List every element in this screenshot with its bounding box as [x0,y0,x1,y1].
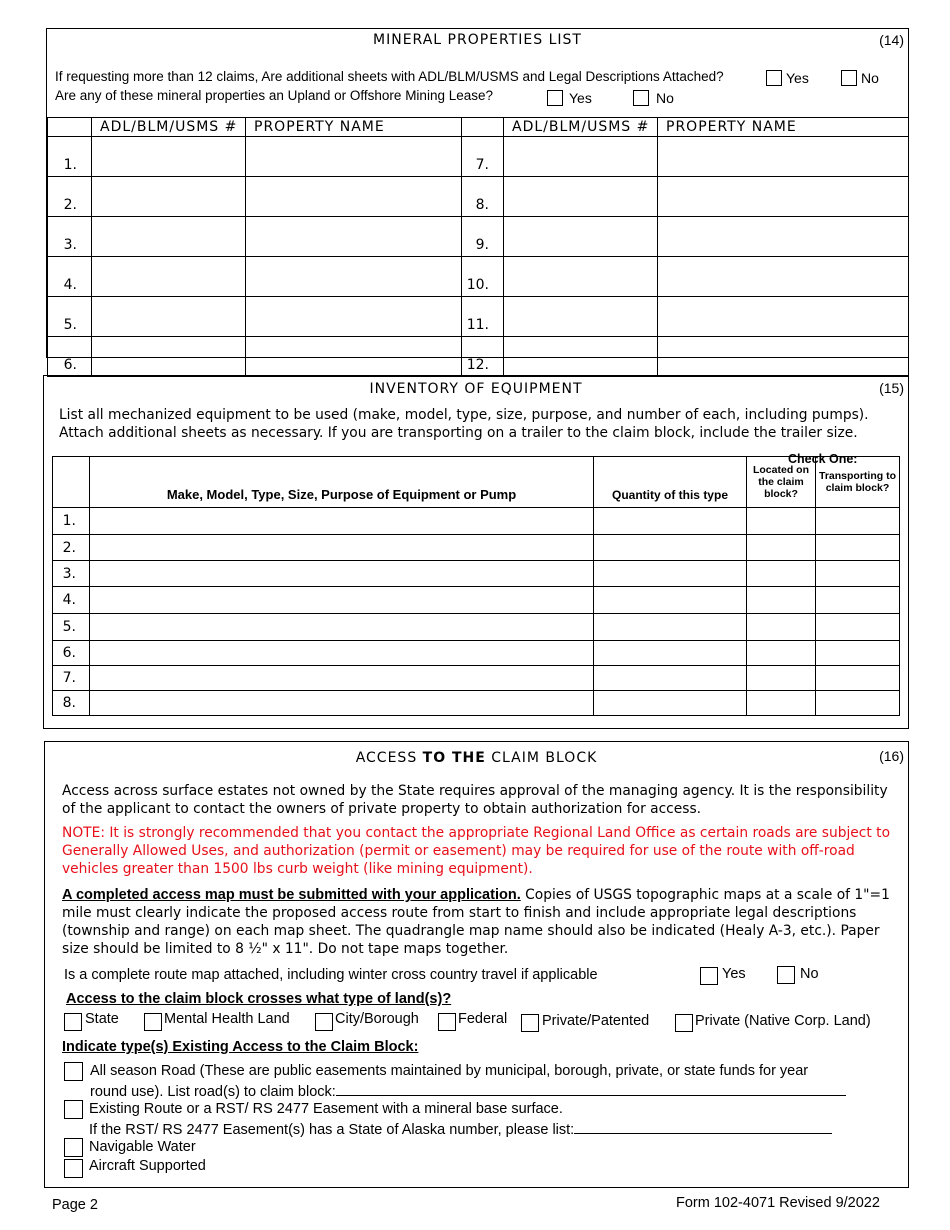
row-number: 4. [48,257,92,297]
upland-lease-no-label: No [656,90,674,106]
quantity-cell[interactable] [594,535,747,561]
access-claim-block-section [44,741,909,1188]
additional-sheets-yes-label: Yes [786,70,809,86]
quantity-cell[interactable] [594,587,747,614]
rst-easement-number-label: If the RST/ RS 2477 Easement(s) has a State of Alaska number, please list: [89,1122,575,1138]
rst-easement-label: Existing Route or a RST/ RS 2477 Easement with a mineral base surface. [89,1101,563,1117]
route-map-yes-checkbox[interactable] [700,967,718,985]
transporting-cell[interactable] [816,508,900,535]
row-number: 4. [53,587,90,614]
table-row [53,614,900,641]
additional-sheets-no-label: No [861,70,879,86]
section-number-15: (15) [879,380,904,396]
land-city-borough-label: City/Borough [335,1011,419,1027]
form-number: Form 102-4071 Revised 9/2022 [676,1195,880,1211]
row-number: 12. [462,337,504,377]
all-season-road-list-label: round use). List road(s) to claim block: [90,1084,336,1100]
property-cell[interactable] [658,257,909,297]
route-map-question: Is a complete route map attached, including winter cross country travel if applicable [64,967,598,983]
land-private-patented-checkbox[interactable] [521,1014,539,1032]
row-number: 2. [48,177,92,217]
header-property-left: PROPERTY NAME [246,118,462,137]
existing-access-heading: Indicate type(s) Existing Access to the Claim Block: [62,1039,419,1055]
table-row [48,297,909,337]
header-quantity: Quantity of this type [594,457,747,508]
mineral-properties-table [47,117,909,377]
located-cell[interactable] [747,666,816,691]
table-row [48,137,909,177]
access-claim-block-title [45,750,908,766]
property-cell[interactable] [246,177,462,217]
transporting-cell[interactable] [816,561,900,587]
transporting-cell[interactable] [816,535,900,561]
row-number: 7. [53,666,90,691]
title-part-3: CLAIM BLOCK [485,750,598,766]
quantity-cell[interactable] [594,561,747,587]
upland-lease-yes-checkbox[interactable] [547,90,563,106]
land-federal-checkbox[interactable] [438,1013,456,1031]
row-number: 5. [53,614,90,641]
table-row [53,535,900,561]
equipment-cell[interactable] [90,587,594,614]
quantity-cell[interactable] [594,666,747,691]
row-number: 1. [48,137,92,177]
page-number: Page 2 [52,1197,98,1213]
header-adl-left: ADL/BLM/USMS # [92,118,246,137]
aircraft-supported-label: Aircraft Supported [89,1158,206,1174]
equipment-cell[interactable] [90,614,594,641]
located-cell[interactable] [747,691,816,716]
road-list-blank[interactable] [336,1082,846,1096]
row-number: 2. [53,535,90,561]
rst-easement-checkbox[interactable] [64,1100,83,1119]
land-mental-health-label: Mental Health Land [164,1011,290,1027]
equipment-cell[interactable] [90,561,594,587]
row-number: 10. [462,257,504,297]
header-num [53,457,90,508]
header-make-model: Make, Model, Type, Size, Purpose of Equipment or Pump [90,457,594,508]
access-note-paragraph: NOTE: It is strongly recommended that you contact the appropriate Regional Land Office as certain roads are subject to Generally Allowed Uses, and authorization (permit or easement) may be required for use of the route with off-road vehicles greater than 1500 lbs curb weight (like mining equipment). [62,825,891,877]
row-number: 11. [462,297,504,337]
table-row [53,641,900,666]
table-row [53,666,900,691]
transporting-cell[interactable] [816,587,900,614]
land-private-patented-label: Private/Patented [542,1013,650,1029]
header-property-right: PROPERTY NAME [658,118,909,137]
row-number: 8. [462,177,504,217]
property-cell[interactable] [246,337,462,377]
located-cell[interactable] [747,641,816,666]
equipment-cell[interactable] [90,691,594,716]
adl-cell[interactable] [92,217,246,257]
table-row [48,337,909,377]
row-number: 6. [53,641,90,666]
table-row [53,691,900,716]
route-map-no-checkbox[interactable] [777,966,795,984]
adl-cell[interactable] [504,297,658,337]
navigable-water-label: Navigable Water [89,1139,196,1155]
table-row [48,217,909,257]
section-number-16: (16) [879,748,904,764]
equipment-cell[interactable] [90,508,594,535]
check-one-label: Check One: [788,452,858,466]
row-number: 3. [53,561,90,587]
access-map-paragraph [62,886,892,958]
mineral-properties-section [46,28,909,373]
row-number: 1. [53,508,90,535]
row-number: 5. [48,297,92,337]
adl-cell[interactable] [504,337,658,377]
rst-number-blank[interactable] [574,1120,832,1134]
land-state-label: State [85,1011,119,1027]
table-row [53,508,900,535]
header-num-left [48,118,92,137]
equipment-inventory-section [43,375,909,729]
row-number: 6. [48,337,92,377]
aircraft-supported-checkbox[interactable] [64,1159,83,1178]
route-map-no-label: No [800,966,819,982]
transporting-cell[interactable] [816,666,900,691]
header-num-right [462,118,504,137]
title-part-2: TO THE [422,750,486,766]
land-state-checkbox[interactable] [64,1013,82,1031]
land-native-corp-label: Private (Native Corp. Land) [695,1013,871,1029]
additional-sheets-question: If requesting more than 12 claims, Are additional sheets with ADL/BLM/USMS and Legal Descriptions Attached? [55,69,724,84]
equipment-cell[interactable] [90,535,594,561]
located-cell[interactable] [747,587,816,614]
table-row [53,561,900,587]
adl-cell[interactable] [92,137,246,177]
header-adl-right: ADL/BLM/USMS # [504,118,658,137]
adl-cell[interactable] [504,137,658,177]
access-map-text: Copies of USGS topographic maps at a scale of 1"=1 mile must clearly indicate the proposed access route from start to finish and include appropriate legal descriptions (township and range) on each map sheet. The quadrangle map name should also be indicated (Healy A-3, etc.). Paper size should be limited to 8 ½" x 11". Do not tape maps together. [62,887,890,957]
equipment-description-line1: List all mechanized equipment to be used (make, model, type, size, purpose, and number of each, including pumps). [59,407,869,423]
property-cell[interactable] [658,297,909,337]
equipment-description-line2: Attach additional sheets as necessary. If you are transporting on a trailer to the claim block, include the trailer size. [59,425,858,441]
table-row [53,587,900,614]
property-cell[interactable] [658,217,909,257]
quantity-cell[interactable] [594,614,747,641]
header-transporting: Transporting to claim block? [816,457,900,508]
land-type-heading: Access to the claim block crosses what type of land(s)? [66,991,452,1007]
property-cell[interactable] [658,177,909,217]
adl-cell[interactable] [92,337,246,377]
quantity-cell[interactable] [594,508,747,535]
row-number: 9. [462,217,504,257]
transporting-cell[interactable] [816,691,900,716]
property-cell[interactable] [246,137,462,177]
additional-sheets-yes-checkbox[interactable] [766,70,782,86]
upland-lease-no-checkbox[interactable] [633,90,649,106]
table-row [48,177,909,217]
route-map-yes-label: Yes [722,966,746,982]
quantity-cell[interactable] [594,691,747,716]
equipment-cell[interactable] [90,666,594,691]
table-row [48,257,909,297]
land-mental-health-checkbox[interactable] [144,1013,162,1031]
transporting-cell[interactable] [816,614,900,641]
land-native-corp-checkbox[interactable] [675,1014,693,1032]
equipment-inventory-title: INVENTORY OF EQUIPMENT [369,381,583,397]
upland-lease-yes-label: Yes [569,90,592,106]
row-number: 8. [53,691,90,716]
property-cell[interactable] [246,297,462,337]
property-cell[interactable] [246,257,462,297]
adl-cell[interactable] [504,217,658,257]
access-approval-paragraph: Access across surface estates not owned by the State requires approval of the managing agency. It is the responsibility of the applicant to contact the owners of private property to obtain authorization for access. [62,783,888,817]
rst-easement-number-line [89,1120,832,1138]
equipment-table [52,456,900,716]
property-cell[interactable] [246,217,462,257]
row-number: 3. [48,217,92,257]
upland-lease-question: Are any of these mineral properties an Upland or Offshore Mining Lease? [55,88,493,103]
located-cell[interactable] [747,535,816,561]
adl-cell[interactable] [504,257,658,297]
all-season-road-checkbox[interactable] [64,1062,83,1081]
title-part-1: ACCESS [355,750,423,766]
access-map-heading: A completed access map must be submitted with your application. [62,887,521,903]
located-cell[interactable] [747,614,816,641]
section-number-14: (14) [879,32,904,48]
quantity-cell[interactable] [594,641,747,666]
additional-sheets-no-checkbox[interactable] [841,70,857,86]
mineral-properties-title: MINERAL PROPERTIES LIST [373,32,582,48]
equipment-cell[interactable] [90,641,594,666]
all-season-road-label: All season Road (These are public easements maintained by municipal, borough, private, or state funds for year [90,1063,809,1079]
transporting-cell[interactable] [816,641,900,666]
all-season-road-list [90,1082,846,1100]
adl-cell[interactable] [92,257,246,297]
adl-cell[interactable] [92,177,246,217]
header-located: Located on the claim block? [747,457,816,508]
located-cell[interactable] [747,508,816,535]
property-cell[interactable] [658,137,909,177]
navigable-water-checkbox[interactable] [64,1138,83,1157]
land-federal-label: Federal [458,1011,508,1027]
property-cell[interactable] [658,337,909,377]
land-city-borough-checkbox[interactable] [315,1013,333,1031]
row-number: 7. [462,137,504,177]
located-cell[interactable] [747,561,816,587]
adl-cell[interactable] [504,177,658,217]
adl-cell[interactable] [92,297,246,337]
